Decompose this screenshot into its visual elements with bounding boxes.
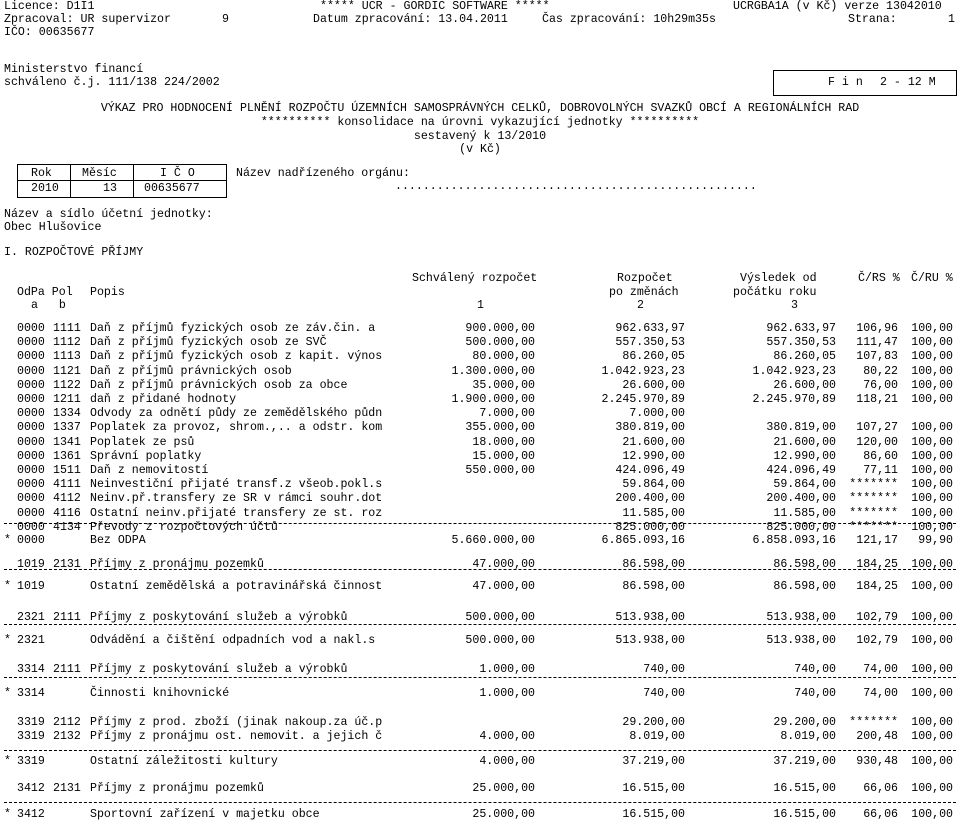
value-rozpocet: 200.400,00 bbox=[615, 492, 685, 506]
row-odpa: 0000 bbox=[17, 421, 45, 435]
dashed-separator bbox=[4, 677, 956, 678]
value-rozpocet: 557.350,53 bbox=[615, 336, 685, 350]
value-schvaleny: 47.000,00 bbox=[472, 580, 535, 593]
strana-value: 1 bbox=[948, 13, 955, 26]
row-pol: 2131 bbox=[53, 558, 81, 571]
cas-zpracovani: Čas zpracování: 10h29m35s bbox=[542, 13, 716, 26]
value-schvaleny: 25.000,00 bbox=[472, 808, 535, 821]
col-popis: Popis bbox=[90, 286, 125, 299]
value-vysledek: 29.200,00 bbox=[773, 716, 836, 729]
row-odpa: 0000 bbox=[17, 478, 45, 492]
row-pol: 1121 bbox=[53, 364, 81, 378]
schvaleno: schváleno č.j. 111/138 224/2002 bbox=[4, 76, 220, 89]
sum-popis: Činnosti knihovnické bbox=[90, 687, 230, 700]
value-cru: 100,00 bbox=[911, 421, 953, 435]
value-schvaleny: 500.000,00 bbox=[465, 634, 535, 647]
value-rozpocet: 21.600,00 bbox=[622, 435, 685, 449]
value-cru: 100,00 bbox=[911, 464, 953, 477]
value-schvaleny: 1.300.000,00 bbox=[451, 364, 535, 378]
dashed-separator bbox=[4, 523, 956, 524]
row-popis: Příjmy z pronájmu pozemků bbox=[90, 782, 264, 795]
value-rozpocet: 740,00 bbox=[643, 687, 685, 700]
mesic-value: 13 bbox=[103, 182, 117, 195]
value-cru: 100,00 bbox=[911, 393, 953, 406]
row-pol: 4134 bbox=[53, 520, 81, 534]
value-crs: 121,17 bbox=[856, 534, 898, 547]
zpracoval: Zpracoval: UR supervizor bbox=[4, 13, 171, 26]
dashed-separator bbox=[4, 569, 956, 570]
value-cru: 100,00 bbox=[911, 322, 953, 335]
value-crs: 74,00 bbox=[863, 663, 898, 676]
value-cru: 100,00 bbox=[911, 350, 953, 364]
mesic-label: Měsíc bbox=[82, 167, 117, 180]
unit-label: Název a sídlo účetní jednotky: bbox=[4, 208, 213, 221]
sum-star: * bbox=[4, 580, 11, 593]
fin-code: 2 - 12 M bbox=[880, 76, 936, 89]
value-cru: 100,00 bbox=[911, 520, 953, 534]
row-pol: 2131 bbox=[53, 782, 81, 795]
value-rozpocet: 380.819,00 bbox=[615, 421, 685, 435]
value-rozpocet: 86.598,00 bbox=[622, 558, 685, 571]
row-popis: Neinvestiční přijaté transf.z všeob.pokl.s bbox=[90, 478, 383, 492]
col-odpa-pol: OdPa Pol bbox=[17, 286, 73, 299]
sum-odpa: 3314 bbox=[17, 687, 45, 700]
value-vysledek: 21.600,00 bbox=[773, 435, 836, 449]
sum-odpa: 0000 bbox=[17, 534, 45, 547]
value-schvaleny: 7.000,00 bbox=[479, 407, 535, 421]
value-cru: 100,00 bbox=[911, 634, 953, 647]
value-crs: 111,47 bbox=[856, 336, 898, 350]
value-vysledek: 200.400,00 bbox=[766, 492, 836, 506]
dashed-separator bbox=[4, 624, 956, 625]
value-vysledek: 37.219,00 bbox=[773, 755, 836, 768]
row-popis: Daň z příjmů fyzických osob ze záv.čin. a bbox=[90, 322, 376, 335]
value-rozpocet: 59.864,00 bbox=[622, 478, 685, 492]
row-odpa: 0000 bbox=[17, 506, 45, 520]
rok-value: 2010 bbox=[31, 182, 59, 195]
value-crs: ******* bbox=[849, 716, 898, 729]
row-popis: Převody z rozpočtových účtů bbox=[90, 520, 278, 534]
unit-name: Obec Hlušovice bbox=[4, 221, 102, 234]
sum-odpa: 2321 bbox=[17, 634, 45, 647]
value-crs: 74,00 bbox=[863, 687, 898, 700]
value-vysledek: 86.260,05 bbox=[773, 350, 836, 364]
sum-star: * bbox=[4, 687, 11, 700]
value-rozpocet: 86.598,00 bbox=[622, 580, 685, 593]
value-crs: 80,22 bbox=[863, 364, 898, 378]
value-schvaleny: 500.000,00 bbox=[465, 336, 535, 350]
value-schvaleny: 500.000,00 bbox=[465, 611, 535, 624]
value-vysledek: 513.938,00 bbox=[766, 611, 836, 624]
row-odpa: 3314 bbox=[17, 663, 45, 676]
row-pol: 2111 bbox=[53, 663, 81, 676]
col-po-zmenach: po změnách bbox=[609, 286, 679, 299]
value-schvaleny: 25.000,00 bbox=[472, 782, 535, 795]
value-vysledek: 740,00 bbox=[794, 687, 836, 700]
row-pol: 1511 bbox=[53, 464, 81, 477]
row-popis: Daň z příjmů fyzických osob z kapit. výnos bbox=[90, 350, 383, 364]
value-cru: 100,00 bbox=[911, 364, 953, 378]
row-pol: 2132 bbox=[53, 730, 81, 743]
value-rozpocet: 16.515,00 bbox=[622, 808, 685, 821]
row-odpa: 3319 bbox=[17, 716, 45, 729]
value-schvaleny: 355.000,00 bbox=[465, 421, 535, 435]
row-popis: Příjmy z pronájmu pozemků bbox=[90, 558, 264, 571]
value-cru: 99,90 bbox=[918, 534, 953, 547]
value-crs: 184,25 bbox=[856, 558, 898, 571]
sum-odpa: 3319 bbox=[17, 755, 45, 768]
value-rozpocet: 1.042.923,23 bbox=[601, 364, 685, 378]
value-cru: 100,00 bbox=[911, 478, 953, 492]
row-popis: Neinv.př.transfery ze SR v rámci souhr.dot bbox=[90, 492, 383, 506]
value-schvaleny: 550.000,00 bbox=[465, 464, 535, 477]
row-odpa: 0000 bbox=[17, 322, 45, 335]
value-schvaleny: 47.000,00 bbox=[472, 558, 535, 571]
value-rozpocet: 6.865.093,16 bbox=[601, 534, 685, 547]
value-schvaleny: 1.900.000,00 bbox=[451, 393, 535, 406]
value-vysledek: 962.633,97 bbox=[766, 322, 836, 335]
row-popis: Správní poplatky bbox=[90, 449, 202, 463]
value-rozpocet: 740,00 bbox=[643, 663, 685, 676]
value-crs: 76,00 bbox=[863, 378, 898, 392]
sum-popis: Ostatní zemědělská a potravinářská činnost bbox=[90, 580, 383, 593]
value-vysledek: 26.600,00 bbox=[773, 378, 836, 392]
ico-value: 00635677 bbox=[144, 182, 200, 195]
value-schvaleny: 1.000,00 bbox=[479, 687, 535, 700]
row-pol: 1361 bbox=[53, 449, 81, 463]
value-schvaleny: 18.000,00 bbox=[472, 435, 535, 449]
row-odpa: 0000 bbox=[17, 407, 45, 421]
row-odpa: 0000 bbox=[17, 336, 45, 350]
value-cru: 100,00 bbox=[911, 435, 953, 449]
col-crs: Č/RS % bbox=[858, 272, 900, 285]
col-schvaleny: Schválený rozpočet bbox=[412, 272, 538, 285]
report-title: VÝKAZ PRO HODNOCENÍ PLNĚNÍ ROZPOČTU ÚZEMNÍCH SAMOSPRÁVNÝCH CELKŮ, DOBROVOLNÝCH SVAZKŮ OBCÍ A REGIONÁLNÍCH RAD bbox=[100, 102, 860, 115]
col-n3: 3 bbox=[791, 299, 798, 312]
value-rozpocet: 424.096,49 bbox=[615, 464, 685, 477]
report-code: UCRGBA1A (v Kč) verze 13042010 bbox=[733, 0, 942, 13]
value-crs: ******* bbox=[849, 506, 898, 520]
row-popis: Příjmy z pronájmu ost. nemovit. a jejich č bbox=[90, 730, 383, 743]
col-a-b: a b bbox=[31, 299, 66, 312]
value-crs: 120,00 bbox=[856, 435, 898, 449]
value-cru: 100,00 bbox=[911, 755, 953, 768]
value-vysledek: 8.019,00 bbox=[780, 730, 836, 743]
value-crs: 930,48 bbox=[856, 755, 898, 768]
row-odpa: 0000 bbox=[17, 350, 45, 364]
sum-odpa: 3412 bbox=[17, 808, 45, 821]
value-crs: 102,79 bbox=[856, 611, 898, 624]
value-vysledek: 16.515,00 bbox=[773, 782, 836, 795]
software-banner: ***** UCR - GORDIC SOFTWARE ***** bbox=[320, 0, 550, 13]
ico-label: I Č O bbox=[160, 167, 195, 180]
value-vysledek: 11.585,00 bbox=[773, 506, 836, 520]
section-title: I. ROZPOČTOVÉ PŘÍJMY bbox=[4, 246, 144, 259]
value-crs: 184,25 bbox=[856, 580, 898, 593]
row-popis: Příjmy z poskytování služeb a výrobků bbox=[90, 611, 348, 624]
row-popis: Poplatek ze psů bbox=[90, 435, 195, 449]
row-pol: 1111 bbox=[53, 322, 81, 335]
value-vysledek: 380.819,00 bbox=[766, 421, 836, 435]
nadrizeny-label: Název nadřízeného orgánu: bbox=[236, 167, 410, 180]
ministerstvo: Ministerstvo financí bbox=[4, 63, 144, 76]
value-vysledek: 740,00 bbox=[794, 663, 836, 676]
col-cru: Č/RU % bbox=[911, 272, 953, 285]
row-odpa: 0000 bbox=[17, 464, 45, 477]
col-pocatku: počátku roku bbox=[733, 286, 817, 299]
row-popis: Odvody za odnětí půdy ze zemědělského půdn bbox=[90, 407, 383, 421]
value-schvaleny: 4.000,00 bbox=[479, 755, 535, 768]
sum-popis: Odvádění a čištění odpadních vod a nakl.s bbox=[90, 634, 376, 647]
col-rozpocet: Rozpočet bbox=[617, 272, 673, 285]
value-vysledek: 16.515,00 bbox=[773, 808, 836, 821]
row-odpa: 3412 bbox=[17, 782, 45, 795]
sum-star: * bbox=[4, 808, 11, 821]
sum-odpa: 1019 bbox=[17, 580, 45, 593]
row-pol: 1334 bbox=[53, 407, 81, 421]
row-pol: 1337 bbox=[53, 421, 81, 435]
value-crs: ******* bbox=[849, 478, 898, 492]
value-rozpocet: 2.245.970,89 bbox=[601, 393, 685, 406]
value-crs: 77,11 bbox=[863, 464, 898, 477]
value-schvaleny: 900.000,00 bbox=[465, 322, 535, 335]
value-rozpocet: 16.515,00 bbox=[622, 782, 685, 795]
row-odpa: 0000 bbox=[17, 492, 45, 506]
nadrizeny-dots: .................................................... bbox=[395, 180, 757, 193]
value-crs: 102,79 bbox=[856, 634, 898, 647]
row-popis: Daň z nemovitostí bbox=[90, 464, 209, 477]
row-pol: 4116 bbox=[53, 506, 81, 520]
row-odpa: 1019 bbox=[17, 558, 45, 571]
col-n1: 1 bbox=[477, 299, 484, 312]
sum-popis: Ostatní záležitosti kultury bbox=[90, 755, 278, 768]
row-popis: Daň z příjmů právnických osob za obce bbox=[90, 378, 348, 392]
value-vysledek: 59.864,00 bbox=[773, 478, 836, 492]
report-date: sestavený k 13/2010 bbox=[413, 130, 547, 143]
value-rozpocet: 513.938,00 bbox=[615, 611, 685, 624]
value-cru: 100,00 bbox=[911, 449, 953, 463]
value-vysledek: 86.598,00 bbox=[773, 580, 836, 593]
value-vysledek: 424.096,49 bbox=[766, 464, 836, 477]
sum-star: * bbox=[4, 634, 11, 647]
value-crs: ******* bbox=[849, 520, 898, 534]
value-vysledek: 2.245.970,89 bbox=[752, 393, 836, 406]
value-rozpocet: 86.260,05 bbox=[622, 350, 685, 364]
fin-label: F i n bbox=[828, 76, 863, 89]
value-cru: 100,00 bbox=[911, 663, 953, 676]
value-schvaleny: 80.000,00 bbox=[472, 350, 535, 364]
report-subtitle: ********** konsolidace na úrovni vykazující jednotky ********** bbox=[260, 116, 700, 129]
row-odpa: 0000 bbox=[17, 449, 45, 463]
value-rozpocet: 8.019,00 bbox=[629, 730, 685, 743]
rok-label: Rok bbox=[31, 167, 52, 180]
value-vysledek: 825.000,00 bbox=[766, 520, 836, 534]
dashed-separator bbox=[4, 802, 956, 803]
value-cru: 100,00 bbox=[911, 558, 953, 571]
col-n2: 2 bbox=[637, 299, 644, 312]
value-vysledek: 513.938,00 bbox=[766, 634, 836, 647]
value-schvaleny: 1.000,00 bbox=[479, 663, 535, 676]
sum-star: * bbox=[4, 755, 11, 768]
value-crs: 200,48 bbox=[856, 730, 898, 743]
value-crs: 86,60 bbox=[863, 449, 898, 463]
value-cru: 100,00 bbox=[911, 782, 953, 795]
row-popis: Daň z příjmů právnických osob bbox=[90, 364, 292, 378]
row-odpa: 0000 bbox=[17, 435, 45, 449]
value-vysledek: 6.858.093,16 bbox=[752, 534, 836, 547]
value-cru: 100,00 bbox=[911, 378, 953, 392]
row-pol: 1112 bbox=[53, 336, 81, 350]
value-cru: 100,00 bbox=[911, 808, 953, 821]
row-odpa: 0000 bbox=[17, 364, 45, 378]
value-schvaleny: 4.000,00 bbox=[479, 730, 535, 743]
row-pol: 2111 bbox=[53, 611, 81, 624]
value-crs: 107,83 bbox=[856, 350, 898, 364]
zpracoval-num: 9 bbox=[222, 13, 229, 26]
col-vysledek: Výsledek od bbox=[740, 272, 817, 285]
licence: Licence: D1I1 bbox=[4, 0, 95, 13]
value-schvaleny: 5.660.000,00 bbox=[451, 534, 535, 547]
value-rozpocet: 825.000,00 bbox=[615, 520, 685, 534]
value-crs: ******* bbox=[849, 492, 898, 506]
value-rozpocet: 26.600,00 bbox=[622, 378, 685, 392]
row-pol: 1122 bbox=[53, 378, 81, 392]
value-cru: 100,00 bbox=[911, 611, 953, 624]
value-cru: 100,00 bbox=[911, 336, 953, 350]
value-crs: 66,06 bbox=[863, 808, 898, 821]
row-odpa: 0000 bbox=[17, 520, 45, 534]
row-odpa: 0000 bbox=[17, 378, 45, 392]
sum-star: * bbox=[4, 534, 11, 547]
value-crs: 107,27 bbox=[856, 421, 898, 435]
value-cru: 100,00 bbox=[911, 687, 953, 700]
row-pol: 2112 bbox=[53, 716, 81, 729]
ico-header: IČO: 00635677 bbox=[4, 26, 95, 39]
value-crs: 66,06 bbox=[863, 782, 898, 795]
value-crs: 106,96 bbox=[856, 322, 898, 335]
value-vysledek: 557.350,53 bbox=[766, 336, 836, 350]
row-popis: Ostatní neinv.přijaté transfery ze st. roz bbox=[90, 506, 383, 520]
sum-popis: Bez ODPA bbox=[90, 534, 146, 547]
value-cru: 100,00 bbox=[911, 492, 953, 506]
value-vysledek: 86.598,00 bbox=[773, 558, 836, 571]
row-popis: Daň z příjmů fyzických osob ze SVČ bbox=[90, 336, 327, 350]
row-popis: daň z přidané hodnoty bbox=[90, 393, 237, 406]
row-odpa: 3319 bbox=[17, 730, 45, 743]
value-rozpocet: 37.219,00 bbox=[622, 755, 685, 768]
row-pol: 4111 bbox=[53, 478, 81, 492]
value-cru: 100,00 bbox=[911, 580, 953, 593]
value-cru: 100,00 bbox=[911, 730, 953, 743]
value-schvaleny: 15.000,00 bbox=[472, 449, 535, 463]
row-popis: Příjmy z poskytování služeb a výrobků bbox=[90, 663, 348, 676]
value-rozpocet: 12.990,00 bbox=[622, 449, 685, 463]
row-pol: 1113 bbox=[53, 350, 81, 364]
value-cru: 100,00 bbox=[911, 506, 953, 520]
dashed-separator bbox=[4, 750, 956, 751]
strana-label: Strana: bbox=[848, 13, 897, 26]
value-crs: 118,21 bbox=[856, 393, 898, 406]
value-rozpocet: 29.200,00 bbox=[622, 716, 685, 729]
value-schvaleny: 35.000,00 bbox=[472, 378, 535, 392]
row-popis: Příjmy z prod. zboží (jinak nakoup.za úč.p bbox=[90, 716, 383, 729]
sum-popis: Sportovní zařízení v majetku obce bbox=[90, 808, 320, 821]
value-rozpocet: 962.633,97 bbox=[615, 322, 685, 335]
value-cru: 100,00 bbox=[911, 716, 953, 729]
value-vysledek: 12.990,00 bbox=[773, 449, 836, 463]
row-odpa: 2321 bbox=[17, 611, 45, 624]
row-odpa: 0000 bbox=[17, 393, 45, 406]
value-rozpocet: 7.000,00 bbox=[629, 407, 685, 421]
value-vysledek: 1.042.923,23 bbox=[752, 364, 836, 378]
value-rozpocet: 11.585,00 bbox=[622, 506, 685, 520]
row-pol: 1211 bbox=[53, 393, 81, 406]
value-rozpocet: 513.938,00 bbox=[615, 634, 685, 647]
datum-zpracovani: Datum zpracování: 13.04.2011 bbox=[313, 13, 508, 26]
row-pol: 4112 bbox=[53, 492, 81, 506]
row-pol: 1341 bbox=[53, 435, 81, 449]
report-currency: (v Kč) bbox=[459, 143, 501, 156]
row-popis: Poplatek za provoz, shrom.,.. a odstr. kom bbox=[90, 421, 383, 435]
